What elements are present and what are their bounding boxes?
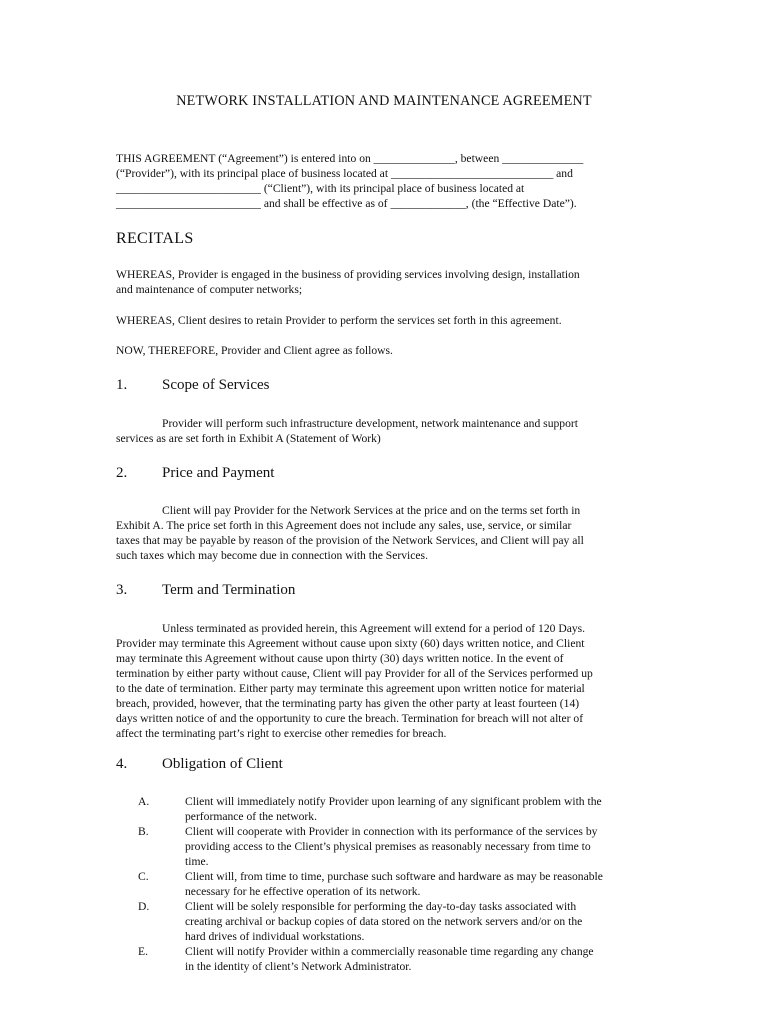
recital-line: WHEREAS, Provider is engaged in the business of providing services involving design, installation [116, 268, 580, 281]
recital-paragraph [116, 343, 656, 358]
recital-paragraph [116, 313, 656, 328]
list-text [185, 869, 660, 899]
section-number: 4. [116, 756, 128, 772]
list-label: A. [138, 795, 150, 808]
list-text [185, 794, 660, 824]
section-title: Price and Payment [162, 465, 275, 481]
list-text [185, 824, 660, 869]
list-text [185, 944, 660, 974]
list-line: Client will, from time to time, purchase such software and hardware as may be reasonable [185, 870, 603, 883]
intro-line: THIS AGREEMENT (“Agreement”) is entered into on ______________, between ______________ [116, 152, 584, 165]
body-line: Exhibit A. The price set forth in this Agreement does not include any sales, use, service, or similar [116, 519, 572, 532]
intro-paragraph [116, 151, 656, 211]
list-line: hard drives of individual workstations. [185, 930, 365, 943]
body-line: affect the terminating part’s right to exercise other remedies for breach. [116, 727, 447, 740]
body-line: to the date of termination. Either party may terminate this agreement upon written notice for material [116, 682, 585, 695]
section-title: Obligation of Client [162, 756, 283, 772]
list-line: Client will be solely responsible for performing the day-to-day tasks associated with [185, 900, 577, 913]
section-title: Term and Termination [162, 582, 296, 598]
list-text [185, 899, 660, 944]
list-label: C. [138, 870, 149, 883]
list-line: in the identity of client’s Network Administrator. [185, 960, 412, 973]
section-number: 2. [116, 465, 128, 481]
intro-line: _________________________ and shall be effective as of _____________, (the “Effective Date”). [116, 197, 577, 210]
body-line: Client will pay Provider for the Network Services at the price and on the terms set forth in [162, 504, 581, 517]
intro-line: _________________________ (“Client”), with its principal place of business located at [116, 182, 525, 195]
list-line: necessary for he effective operation of its network. [185, 885, 421, 898]
list-label: B. [138, 825, 149, 838]
recital-paragraph [116, 267, 656, 297]
list-line: providing access to the Client’s physical premises as reasonably necessary from time to [185, 840, 591, 853]
body-line: services as are set forth in Exhibit A (Statement of Work) [116, 432, 381, 445]
section-body [116, 416, 656, 446]
recital-line: NOW, THEREFORE, Provider and Client agree as follows. [116, 344, 393, 357]
section-body [116, 621, 656, 741]
recitals-heading: RECITALS [116, 230, 194, 247]
list-label: D. [138, 900, 150, 913]
list-line: creating archival or backup copies of data stored on the network servers and/or on the [185, 915, 583, 928]
body-line: Provider may terminate this Agreement without cause upon sixty (60) days written notice, and Client [116, 637, 585, 650]
section-number: 1. [116, 377, 128, 393]
body-line: days written notice of and the opportunity to cure the breach. Termination for breach will not alter of [116, 712, 584, 725]
recital-line: and maintenance of computer networks; [116, 283, 303, 296]
intro-line: (“Provider”), with its principal place of business located at ____________________________ and [116, 167, 573, 180]
body-line: termination by either party without cause, Client will pay Provider for all of the Services performed up [116, 667, 593, 680]
list-line: time. [185, 855, 209, 868]
section-title: Scope of Services [162, 377, 270, 393]
body-line: may terminate this Agreement without cause upon thirty (30) days written notice. In the event of [116, 652, 564, 665]
body-line: such taxes which may become due in connection with the Services. [116, 549, 428, 562]
list-line: Client will notify Provider within a commercially reasonable time regarding any change [185, 945, 594, 958]
body-line: breach, provided, however, that the terminating party has given the other party at least fourteen (14) [116, 697, 580, 710]
section-number: 3. [116, 582, 128, 598]
document-title: NETWORK INSTALLATION AND MAINTENANCE AGREEMENT [176, 93, 592, 109]
body-line: Provider will perform such infrastructure development, network maintenance and support [162, 417, 578, 430]
list-line: performance of the network. [185, 810, 317, 823]
section-body [116, 503, 656, 563]
list-label: E. [138, 945, 148, 958]
body-line: taxes that may be payable by reason of the provision of the Network Services, and Client will pay all [116, 534, 584, 547]
list-line: Client will cooperate with Provider in connection with its performance of the services by [185, 825, 598, 838]
recital-line: WHEREAS, Client desires to retain Provider to perform the services set forth in this agreement. [116, 314, 562, 327]
list-line: Client will immediately notify Provider upon learning of any significant problem with the [185, 795, 602, 808]
body-line: Unless terminated as provided herein, this Agreement will extend for a period of 120 Days. [162, 622, 586, 635]
